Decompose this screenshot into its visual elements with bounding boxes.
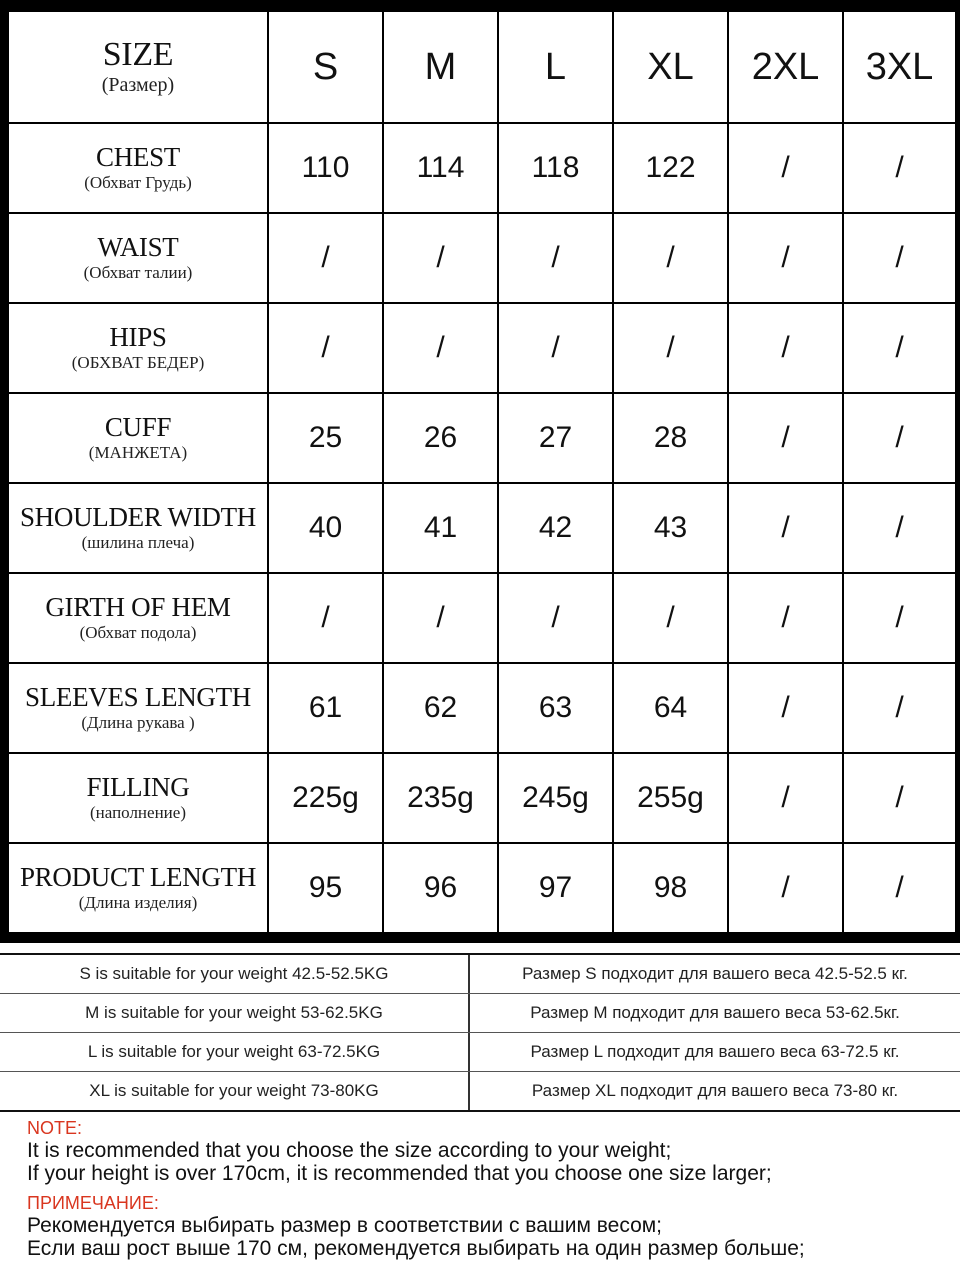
measurement-name: WAIST bbox=[97, 231, 179, 262]
measurement-value: / bbox=[895, 511, 904, 544]
weight-text-ru: Размер XL подходит для вашего веса 73-80 кг. bbox=[531, 1081, 899, 1100]
measurement-value: / bbox=[321, 601, 330, 634]
size-label: S bbox=[312, 45, 339, 88]
measurement-value-cell bbox=[844, 754, 955, 842]
measurement-value: 63 bbox=[538, 691, 573, 724]
measurement-value-cell bbox=[729, 124, 842, 212]
measurement-value-cell bbox=[844, 484, 955, 572]
size-header-subtitle: (Размер) bbox=[101, 74, 175, 97]
measurement-value: 64 bbox=[653, 691, 688, 724]
measurement-value-cell bbox=[614, 484, 727, 572]
measurement-value-cell bbox=[384, 484, 497, 572]
measurement-value: 28 bbox=[653, 421, 688, 454]
measurement-name-ru: (шилина плеча) bbox=[81, 533, 195, 553]
measurement-value-cell bbox=[384, 754, 497, 842]
measurement-value-cell bbox=[729, 754, 842, 842]
measurement-value: / bbox=[436, 331, 445, 364]
measurement-name-ru: (Обхват Грудь) bbox=[84, 173, 192, 193]
measurement-value: / bbox=[895, 781, 904, 814]
measurement-value-cell bbox=[384, 124, 497, 212]
weight-text-en: S is suitable for your weight 42.5-52.5KG bbox=[0, 955, 470, 993]
measurement-value: 43 bbox=[653, 511, 688, 544]
measurement-value: / bbox=[781, 421, 790, 454]
size-label: L bbox=[544, 45, 567, 88]
measurement-value-cell bbox=[499, 304, 612, 392]
measurement-name-ru: (Длина рукава ) bbox=[81, 713, 195, 733]
measurement-value: / bbox=[781, 691, 790, 724]
size-label: XL bbox=[647, 45, 694, 88]
measurement-name-ru: (ОБХВАТ БЕДЕР) bbox=[71, 353, 205, 373]
measurement-value-cell bbox=[269, 394, 382, 482]
measurement-value-cell bbox=[499, 124, 612, 212]
measurement-value: 62 bbox=[423, 691, 458, 724]
measurement-name-ru: (Обхват подола) bbox=[79, 623, 197, 643]
measurement-name-ru: (наполнение) bbox=[90, 803, 186, 823]
weight-text-ru: Размер M подходит для вашего веса 53-62.5кг. bbox=[530, 1003, 900, 1022]
measurement-value-cell bbox=[729, 664, 842, 752]
measurement-value-cell bbox=[499, 484, 612, 572]
weight-guide-table bbox=[0, 953, 960, 1112]
measurement-value-cell bbox=[499, 394, 612, 482]
measurement-value: 26 bbox=[423, 421, 458, 454]
measurement-value: 96 bbox=[423, 871, 458, 904]
measurement-value: 98 bbox=[653, 871, 688, 904]
measurement-name-ru: (МАНЖЕТА) bbox=[88, 443, 188, 463]
note-line-ru-1: Рекомендуется выбирать размер в соответствии с вашим весом; bbox=[27, 1214, 663, 1237]
measurement-name: SLEEVES LENGTH bbox=[24, 681, 252, 712]
measurement-value-cell bbox=[614, 214, 727, 302]
measurement-value: / bbox=[321, 241, 330, 274]
weight-text-en: M is suitable for your weight 53-62.5KG bbox=[0, 994, 470, 1032]
measurement-value: 97 bbox=[538, 871, 573, 904]
notes-section bbox=[27, 1117, 947, 1260]
measurement-value-cell bbox=[729, 304, 842, 392]
measurement-value: / bbox=[895, 421, 904, 454]
measurement-value: / bbox=[551, 601, 560, 634]
weight-text-ru: Размер S подходит для вашего веса 42.5-52.5 кг. bbox=[522, 964, 908, 983]
measurement-value: / bbox=[895, 691, 904, 724]
measurement-value-cell bbox=[269, 844, 382, 932]
measurement-value-cell bbox=[384, 394, 497, 482]
measurement-value: / bbox=[551, 241, 560, 274]
measurement-label-cell bbox=[9, 394, 267, 482]
size-column-header bbox=[614, 12, 727, 122]
measurement-value: / bbox=[666, 241, 675, 274]
measurement-value: 235g bbox=[407, 781, 474, 814]
measurement-value-cell bbox=[269, 124, 382, 212]
measurement-value: / bbox=[895, 601, 904, 634]
measurement-label-cell bbox=[9, 484, 267, 572]
size-header-cell bbox=[9, 12, 267, 122]
weight-row bbox=[0, 1033, 960, 1072]
measurement-value-cell bbox=[269, 664, 382, 752]
measurement-value: 114 bbox=[416, 151, 465, 184]
measurement-value-cell bbox=[729, 214, 842, 302]
measurement-value: 61 bbox=[308, 691, 343, 724]
measurement-value-cell bbox=[729, 574, 842, 662]
note-line-ru-2: Если ваш рост выше 170 см, рекомендуется выбирать на один размер больше; bbox=[27, 1237, 805, 1260]
size-label: 3XL bbox=[865, 45, 934, 88]
weight-row bbox=[0, 994, 960, 1033]
measurement-label-cell bbox=[9, 574, 267, 662]
measurement-value: / bbox=[781, 511, 790, 544]
measurement-value-cell bbox=[614, 664, 727, 752]
measurement-value: / bbox=[895, 331, 904, 364]
measurement-value-cell bbox=[499, 214, 612, 302]
size-column-header bbox=[499, 12, 612, 122]
measurement-label-cell bbox=[9, 844, 267, 932]
measurement-value-cell bbox=[384, 304, 497, 392]
measurement-value: / bbox=[895, 871, 904, 904]
size-header-title: SIZE bbox=[102, 35, 174, 73]
measurement-value-cell bbox=[269, 484, 382, 572]
size-column-header bbox=[844, 12, 955, 122]
measurement-value-cell bbox=[499, 664, 612, 752]
measurement-value: / bbox=[895, 241, 904, 274]
measurement-value: / bbox=[781, 241, 790, 274]
measurement-name: SHOULDER WIDTH bbox=[19, 501, 257, 532]
measurement-value: 95 bbox=[308, 871, 343, 904]
measurement-name: CHEST bbox=[95, 141, 180, 172]
measurement-value: 42 bbox=[538, 511, 573, 544]
measurement-value: / bbox=[781, 781, 790, 814]
measurement-value-cell bbox=[269, 754, 382, 842]
measurement-value-cell bbox=[844, 394, 955, 482]
note-title-en: NOTE: bbox=[27, 1118, 83, 1138]
measurement-value: 118 bbox=[531, 151, 580, 184]
measurement-label-cell bbox=[9, 664, 267, 752]
note-line-en-2: If your height is over 170cm, it is recommended that you choose one size larger; bbox=[27, 1162, 772, 1185]
note-line-en-1: It is recommended that you choose the size according to your weight; bbox=[27, 1139, 672, 1162]
measurement-value: / bbox=[666, 331, 675, 364]
measurement-value: / bbox=[781, 601, 790, 634]
measurement-value-cell bbox=[729, 394, 842, 482]
weight-text-ru: Размер L подходит для вашего веса 63-72.5 кг. bbox=[530, 1042, 900, 1061]
measurement-value-cell bbox=[384, 844, 497, 932]
measurement-value: 40 bbox=[308, 511, 343, 544]
measurement-label-cell bbox=[9, 754, 267, 842]
measurement-value: / bbox=[321, 331, 330, 364]
measurement-value-cell bbox=[844, 214, 955, 302]
measurement-value-cell bbox=[844, 574, 955, 662]
measurement-value: / bbox=[436, 241, 445, 274]
measurement-value-cell bbox=[384, 574, 497, 662]
measurement-value: 245g bbox=[522, 781, 589, 814]
measurement-value-cell bbox=[844, 304, 955, 392]
weight-text-en: XL is suitable for your weight 73-80KG bbox=[0, 1072, 470, 1110]
measurement-name: GIRTH OF HEM bbox=[45, 591, 231, 622]
weight-text-en: L is suitable for your weight 63-72.5KG bbox=[0, 1033, 470, 1071]
measurement-value-cell bbox=[269, 574, 382, 662]
measurement-value: 255g bbox=[637, 781, 704, 814]
measurement-name: HIPS bbox=[109, 321, 167, 352]
measurement-value-cell bbox=[729, 844, 842, 932]
measurement-value-cell bbox=[269, 304, 382, 392]
note-title-ru: ПРИМЕЧАНИЕ: bbox=[27, 1193, 159, 1213]
measurement-value: / bbox=[781, 871, 790, 904]
measurement-value-cell bbox=[614, 304, 727, 392]
measurement-value: 122 bbox=[645, 151, 696, 184]
measurement-name-ru: (Длина изделия) bbox=[78, 893, 198, 913]
measurement-label-cell bbox=[9, 124, 267, 212]
measurement-value: 41 bbox=[423, 511, 458, 544]
measurement-value: 225g bbox=[292, 781, 359, 814]
measurement-value: 27 bbox=[538, 421, 573, 454]
measurement-value: / bbox=[436, 601, 445, 634]
measurement-value: / bbox=[895, 151, 904, 184]
measurement-value-cell bbox=[844, 844, 955, 932]
measurement-value-cell bbox=[614, 754, 727, 842]
measurement-value-cell bbox=[269, 214, 382, 302]
measurement-label-cell bbox=[9, 214, 267, 302]
measurement-value-cell bbox=[614, 844, 727, 932]
weight-row bbox=[0, 955, 960, 994]
measurement-value-cell bbox=[499, 844, 612, 932]
measurement-value-cell bbox=[384, 214, 497, 302]
measurement-value-cell bbox=[499, 754, 612, 842]
size-column-header bbox=[729, 12, 842, 122]
measurement-value-cell bbox=[844, 664, 955, 752]
measurement-value-cell bbox=[729, 484, 842, 572]
measurement-value: / bbox=[781, 151, 790, 184]
measurement-value-cell bbox=[499, 574, 612, 662]
measurement-value-cell bbox=[384, 664, 497, 752]
measurement-name: CUFF bbox=[104, 411, 172, 442]
weight-row bbox=[0, 1072, 960, 1110]
measurement-value-cell bbox=[844, 124, 955, 212]
measurement-value-cell bbox=[614, 124, 727, 212]
measurement-name: FILLING bbox=[86, 771, 190, 802]
size-label: 2XL bbox=[751, 45, 820, 88]
measurement-value-cell bbox=[614, 574, 727, 662]
measurement-value-cell bbox=[614, 394, 727, 482]
measurement-name: PRODUCT LENGTH bbox=[19, 861, 257, 892]
measurement-label-cell bbox=[9, 304, 267, 392]
size-label: M bbox=[424, 45, 457, 88]
measurement-value: / bbox=[551, 331, 560, 364]
size-column-header bbox=[269, 12, 382, 122]
size-column-header bbox=[384, 12, 497, 122]
measurement-value: 110 bbox=[301, 151, 350, 184]
measurement-value: / bbox=[666, 601, 675, 634]
measurement-name-ru: (Обхват талии) bbox=[83, 263, 193, 283]
measurement-value: / bbox=[781, 331, 790, 364]
measurement-value: 25 bbox=[308, 421, 343, 454]
